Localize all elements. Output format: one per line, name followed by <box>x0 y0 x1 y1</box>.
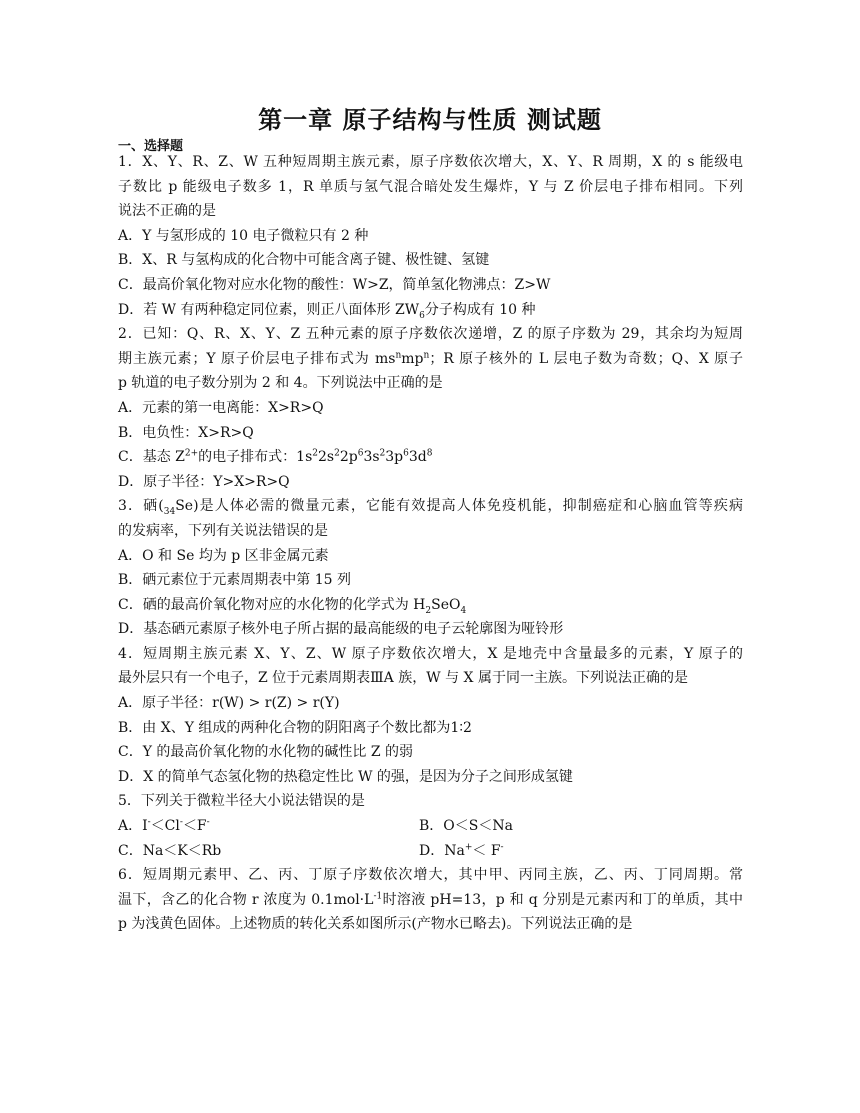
q5-option-d: D．Na+＜ F- <box>419 841 504 859</box>
q2-option-b: B．电负性：X>R>Q <box>118 424 254 441</box>
q3-option-d: D．基态硒元素原子核外电子所占据的最高能级的电子云轮廓图为哑铃形 <box>118 621 564 638</box>
q3-option-b: B．硒元素位于元素周期表中第 15 列 <box>118 572 352 589</box>
q3-stem-line-2: 的发病率，下列有关说法错误的是 <box>118 522 328 539</box>
q2-option-a: A．元素的第一电离能：X>R>Q <box>118 399 324 416</box>
q1-stem-line-3: 说法不正确的是 <box>118 203 216 220</box>
q6-stem-line-1: 6．短周期元素甲、乙、丙、丁原子序数依次增大，其中甲、丙同主族，乙、丙、丁同周期。常 <box>118 867 743 884</box>
q3-option-a: A．O 和 Se 均为 p 区非金属元素 <box>118 547 329 564</box>
q1-stem-line-1: 1．X、Y、R、Z、W 五种短周期主族元素，原子序数依次增大，X、Y、R 周期，X 的 s 能级电 <box>118 154 743 170</box>
q4-option-a: A．原子半径：r(W) > r(Z) > r(Y) <box>118 695 340 712</box>
page-title: 第一章 原子结构与性质 测试题 <box>258 105 602 134</box>
q2-stem-line-3: p 轨道的电子数分别为 2 和 4。下列说法中正确的是 <box>118 375 443 392</box>
q2-option-c: C．基态 $Z^{2+}$的电子排布式：$1s^22s^22p^63s^23p^63d^8$ <box>118 448 433 466</box>
q5-option-b: B．O＜S＜Na <box>419 818 513 835</box>
q5-option-a: A．I-＜Cl-＜F- <box>118 817 210 835</box>
q5-option-c: C．Na＜K＜Rb <box>118 842 222 859</box>
q5-options-row-1 <box>118 814 743 839</box>
q5-stem: 5．下列关于微粒半径大小说法错误的是 <box>118 793 365 810</box>
q4-stem-line-1: 4．短周期主族元素 X、Y、Z、W 原子序数依次增大，X 是地壳中含量最多的元素，Y 原子的 <box>118 645 743 662</box>
q1-stem-line-2: 子数比 p 能级电子数多 1，R 单质与氢气混合暗处发生爆炸，Y 与 Z 价层电子排布相同。下列 <box>118 178 743 195</box>
q6-stem-line-2: 温下，含乙的化合物 r 浓度为 $0.1mol\cdot L^{-1}$时溶液 pH=13，p 和 q 分别是元素丙和丁的单质，其中 <box>118 891 743 908</box>
q1-option-c: C．最高价氧化物对应水化物的酸性：W>Z，简单氢化物沸点：Z>W <box>118 276 551 293</box>
question-list <box>118 150 743 937</box>
q1-option-d: D．若 W 有两种稳定同位素，则正八面体形 $ZW_6$分子构成有 10 种 <box>118 301 536 321</box>
q1-option-a: A．Y 与氢形成的 10 电子微粒只有 2 种 <box>118 227 369 244</box>
q6-stem-line-3: p 为浅黄色固体。上述物质的转化关系如图所示(产物水已略去)。下列说法正确的是 <box>118 916 633 933</box>
section-heading: 一、选择题 <box>118 139 184 154</box>
q4-option-d: D．X 的简单气态氢化物的热稳定性比 W 的强，是因为分子之间形成氢键 <box>118 768 573 785</box>
q4-option-c: C．Y 的最高价氧化物的水化物的碱性比 Z 的弱 <box>118 744 414 761</box>
q2-stem-line-2: 期主族元素；Y 原子价层电子排布式为 $ms^nmp^n$；R 原子核外的 L 层电子数为奇数；Q、X 原子 <box>118 350 743 367</box>
q2-stem-line-1: 2．已知：Q、R、X、Y、Z 五种元素的原子序数依次递增，Z 的原子序数为 29，其余均为短周 <box>118 326 743 343</box>
q4-stem-line-2: 最外层只有一个电子，Z 位于元素周期表ⅢA 族，W 与 X 属于同一主族。下列说法正确的是 <box>118 670 688 687</box>
q5-options-row-2 <box>118 839 743 864</box>
q4-option-b: B．由 X、Y 组成的两种化合物的阴阳离子个数比都为1∶2 <box>118 719 472 736</box>
q3-stem-line-1: 3．硒$(_{34}Se)$是人体必需的微量元素，它能有效提高人体免疫机能，抑制癌症和心脑血管等疾病 <box>118 498 743 518</box>
q2-option-d: D．原子半径：Y>X>R>Q <box>118 473 290 490</box>
q1-option-b: B．X、R 与氢构成的化合物中可能含离子键、极性键、氢键 <box>118 252 490 269</box>
q3-option-c: C．硒的最高价氧化物对应的水化物的化学式为 $H_2SeO_4$ <box>118 596 467 616</box>
